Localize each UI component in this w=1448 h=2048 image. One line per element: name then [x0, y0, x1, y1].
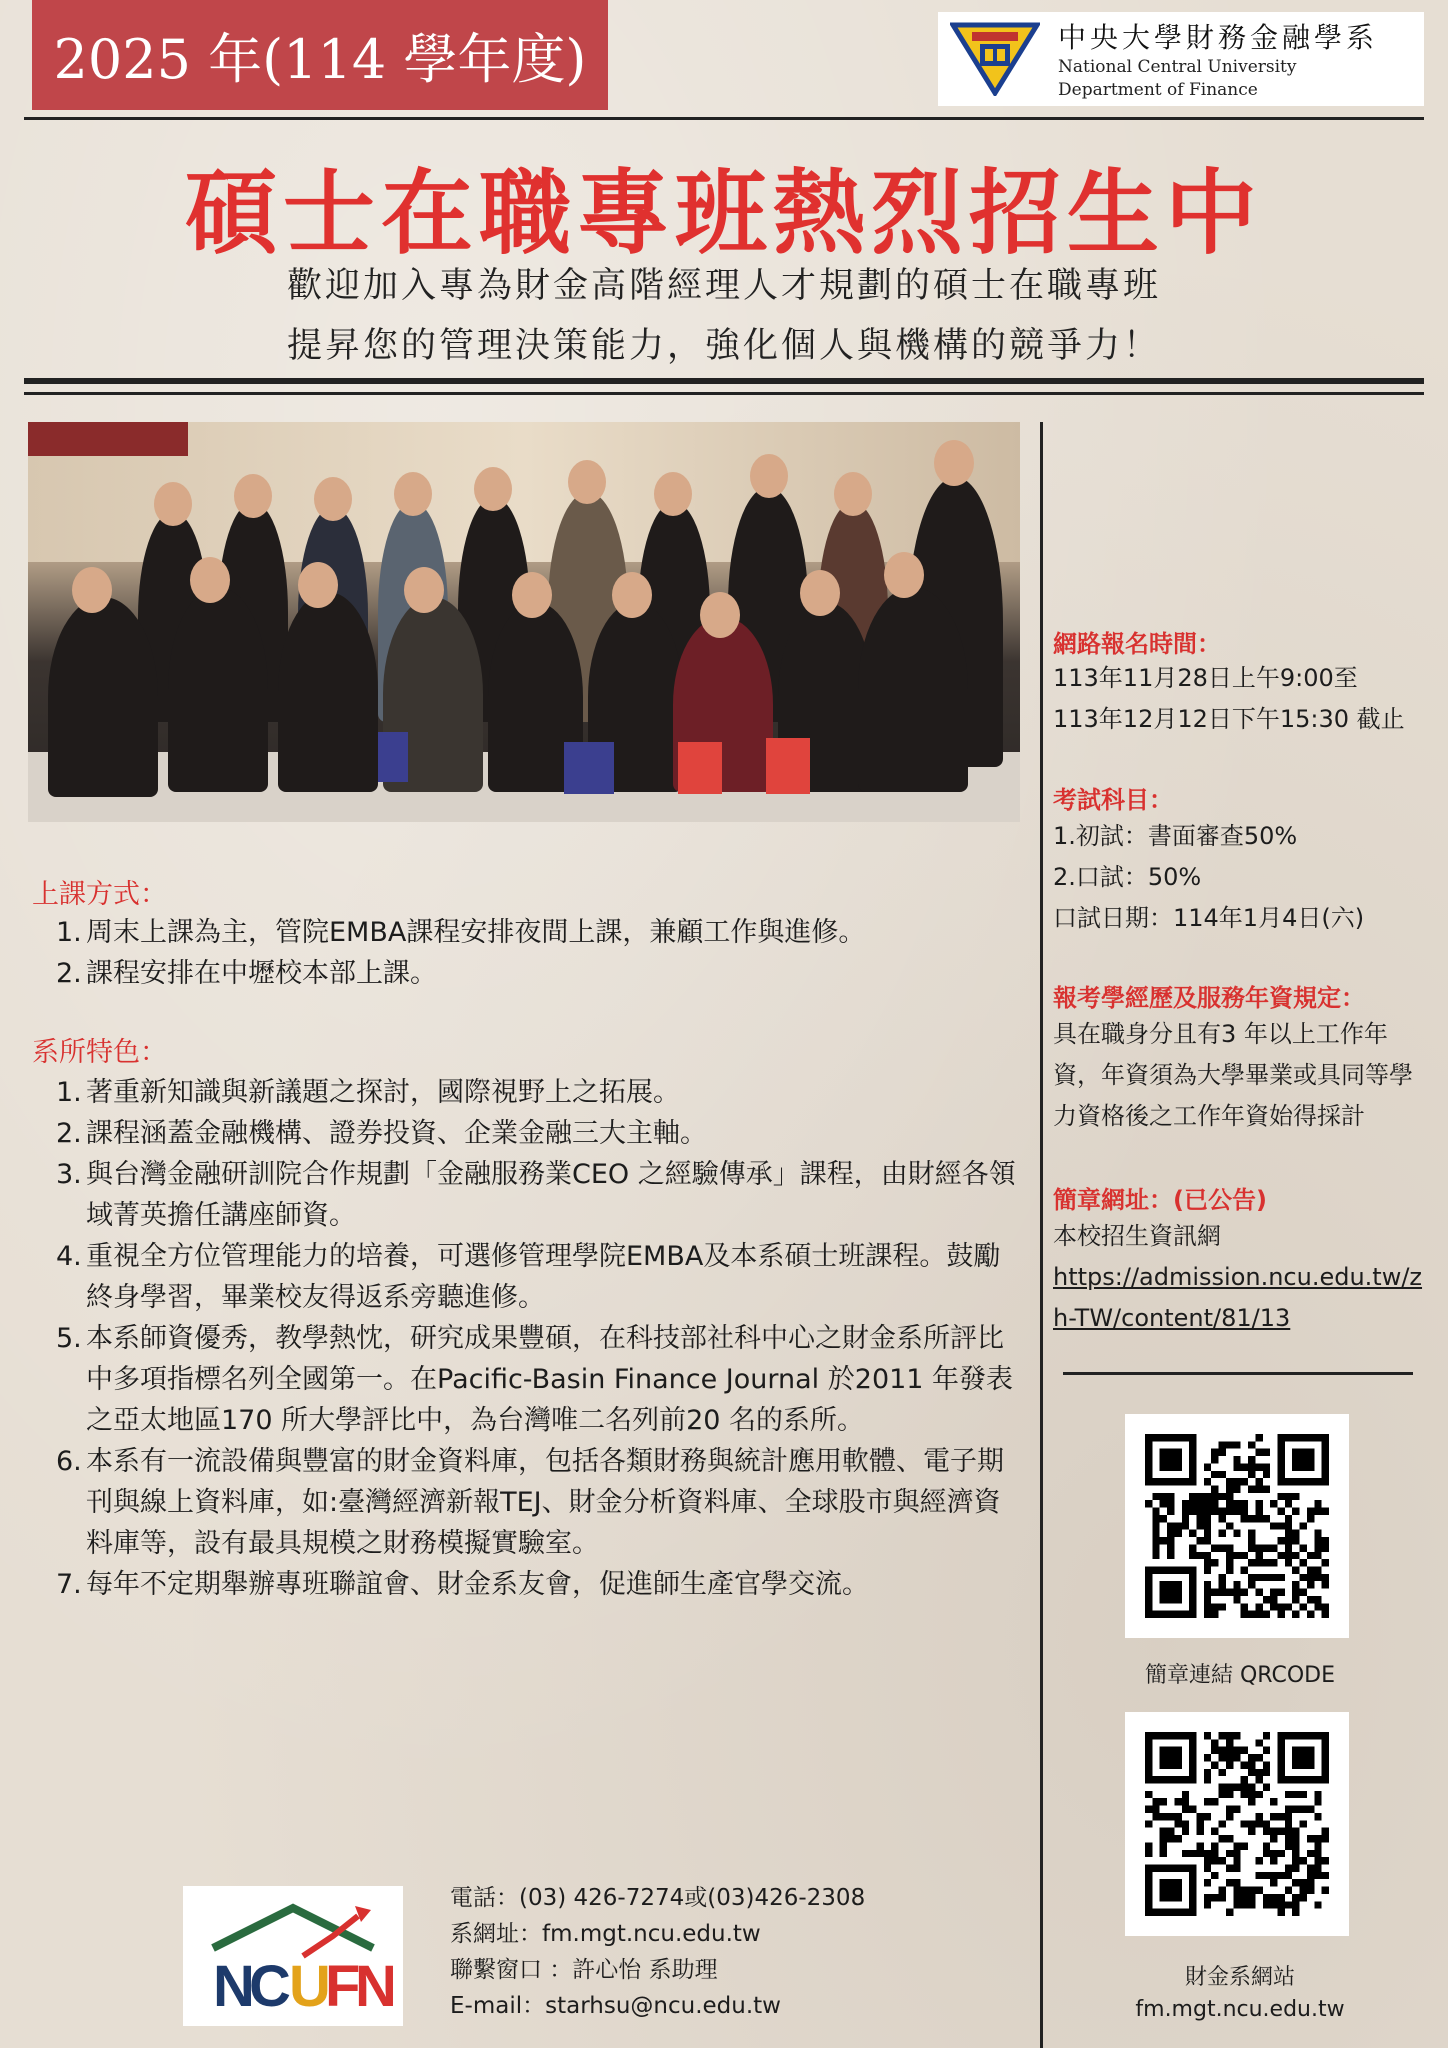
list-item: 2. 課程涵蓋金融機構、證券投資、企業金融三大主軸。	[56, 1118, 707, 1149]
logo-letter-n: N	[213, 1954, 255, 2019]
list-item: 1. 著重新知識與新議題之探討，國際視野上之拓展。	[56, 1077, 680, 1108]
contact-email[interactable]: E-mail：starhsu@ncu.edu.tw	[450, 1993, 781, 2019]
logo-letter-c: C	[249, 1954, 291, 2019]
class-format-heading: 上課方式：	[32, 879, 167, 910]
exam-subjects-details: 1.初試：書面審查50% 2.口試：50% 口試日期：114年1月4日(六)	[1053, 822, 1365, 932]
brochure-heading: 簡章網址：(已公告)	[1053, 1186, 1267, 1214]
list-item: 1. 周末上課為主，管院EMBA課程安排夜間上課，兼顧工作與進修。	[56, 917, 866, 948]
brochure-link[interactable]: https://admission.ncu.edu.tw/zh-TW/content/81/13	[1053, 1263, 1423, 1332]
sidebar-divider	[1063, 1372, 1413, 1375]
university-name-en: National Central University	[1058, 57, 1297, 77]
logo-letter-n2: N	[355, 1954, 397, 2019]
website-qrcode[interactable]	[1125, 1712, 1349, 1936]
year-banner	[32, 0, 608, 110]
qrcode-caption-website: 財金系網站 fm.mgt.ncu.edu.tw	[1135, 1965, 1345, 2022]
year-text: 2025 年(114 學年度)	[53, 27, 587, 91]
headline: 碩士在職專班熱烈招生中	[184, 160, 1263, 267]
qrcode-caption-brochure: 簡章連結 QRCODE	[1144, 1663, 1336, 1688]
column-divider	[1040, 422, 1043, 2048]
list-item: 7. 每年不定期舉辦專班聯誼會、財金系友會，促進師生產官學交流。	[56, 1569, 869, 1600]
exam-subjects-heading: 考試科目：	[1053, 786, 1173, 814]
dept-name-zh: 中央大學財務金融學系	[1058, 21, 1379, 54]
features-heading: 系所特色：	[32, 1037, 167, 1068]
qualification-details: 具在職身分且有3 年以上工作年資，年資須為大學畢業或具同等學力資格後之工作年資始得採計	[1053, 1020, 1413, 1130]
brochure-details: 本校招生資訊網 https://admission.ncu.edu.tw/zh-TW/content/81/13	[1053, 1216, 1433, 1339]
list-item: 6. 本系有一流設備與豐富的財金資料庫，包括各類財務與統計應用軟體、電子期刊與線上資料庫，如:臺灣經濟新報TEJ、財金分析資料庫、全球股市與經濟資料庫等，設有最具規模之財務模擬實驗室。	[56, 1446, 1004, 1559]
university-seal-icon	[950, 22, 1040, 96]
contact-info	[450, 1880, 865, 2024]
registration-heading: 網路報名時間：	[1053, 630, 1221, 658]
logo-letter-f: F	[325, 1954, 361, 2019]
list-item: 3. 與台灣金融研訓院合作規劃「金融服務業CEO 之經驗傳承」課程，由財經各領域菁英擔任講座師資。	[56, 1159, 1016, 1231]
university-logo[interactable]	[938, 12, 1424, 106]
list-item: 2. 課程安排在中壢校本部上課。	[56, 958, 437, 989]
group-photo	[28, 422, 1020, 822]
features-list	[56, 1072, 1016, 1605]
subtitle-line-1: 歡迎加入專為財金高階經理人才規劃的碩士在職專班	[286, 266, 1161, 306]
thick-divider	[24, 378, 1424, 384]
dept-name-en: Department of Finance	[1058, 80, 1258, 100]
ncufn-logo	[183, 1886, 403, 2026]
contact-phone: 電話：(03) 426-7274或(03)426-2308	[450, 1885, 866, 1911]
contact-person: 聯繫窗口 ：許心怡 系助理	[450, 1957, 718, 1983]
logo-letter-u: U	[289, 1954, 331, 2019]
qualification-heading: 報考學經歷及服務年資規定：	[1053, 984, 1365, 1012]
class-format-list	[56, 912, 1016, 994]
thin-divider	[24, 392, 1424, 395]
top-divider	[24, 117, 1424, 120]
contact-website[interactable]: 系網址：fm.mgt.ncu.edu.tw	[450, 1921, 761, 1947]
brochure-qrcode[interactable]	[1125, 1414, 1349, 1638]
subtitle-line-2: 提昇您的管理決策能力，強化個人與機構的競爭力！	[286, 326, 1161, 366]
list-item: 4. 重視全方位管理能力的培養，可選修管理學院EMBA及本系碩士班課程。鼓勵終身學習，畢業校友得返系旁聽進修。	[56, 1241, 1001, 1313]
list-item: 5. 本系師資優秀，教學熱忱，研究成果豐碩，在科技部社科中心之財金系所評比中多項指標名列全國第一。在Pacific-Basin Finance Journal 於2011 年發表之亞太地區170 所大學評比中，為台灣唯二名列前20 名的系所。	[56, 1323, 1014, 1436]
registration-details: 113年11月28日上午9:00至 113年12月12日下午15:30 截止	[1053, 664, 1405, 733]
